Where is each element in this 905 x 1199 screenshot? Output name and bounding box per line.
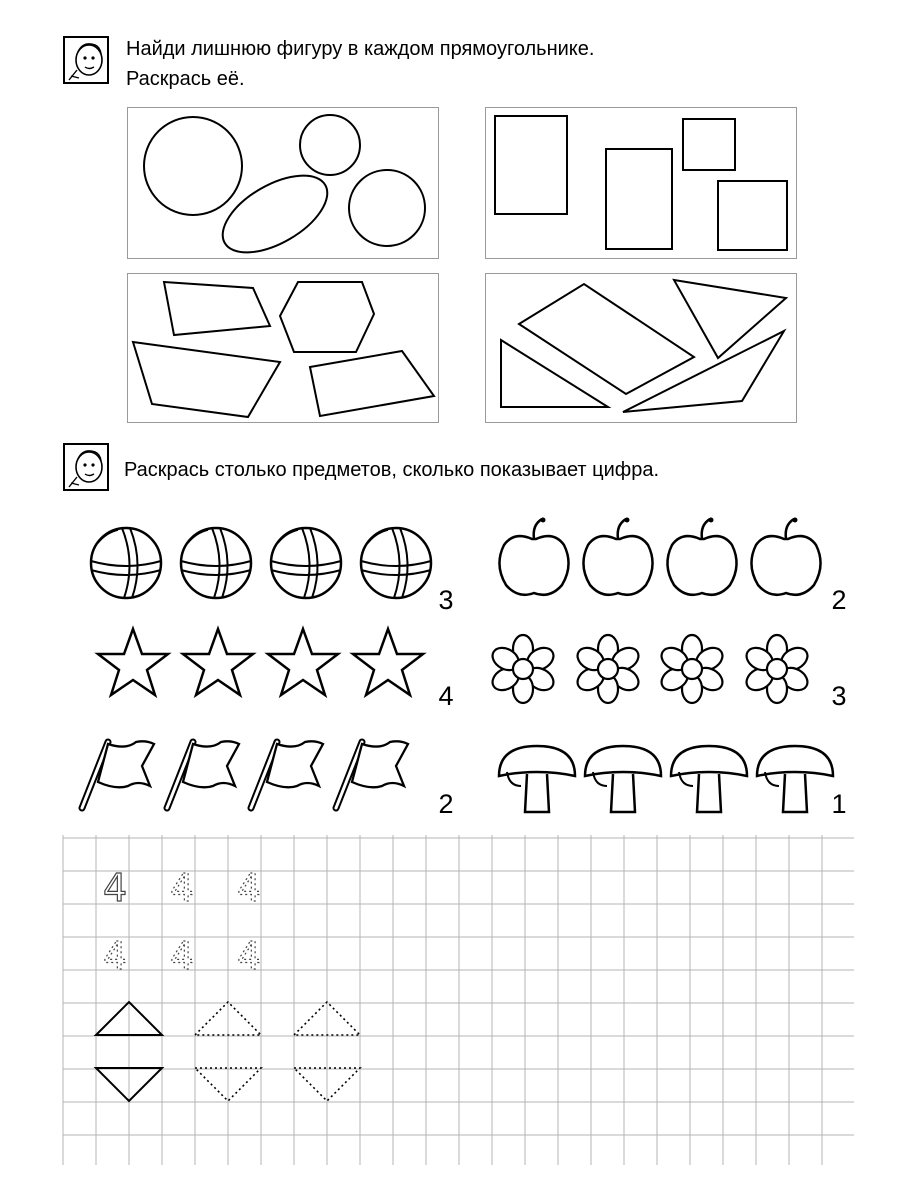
- task2-instruction: Раскрась столько предметов, сколько показывает цифра.: [124, 459, 660, 481]
- digit-trace: 4: [237, 934, 262, 978]
- count-number-apples: 2: [823, 583, 855, 617]
- digit-sample: 4: [103, 866, 128, 910]
- digit-trace: 4: [170, 866, 195, 910]
- digit-trace: 4: [237, 866, 262, 910]
- count-number-flowers: 3: [823, 679, 855, 713]
- count-number-flags: 2: [430, 787, 462, 821]
- count-number-stars: 4: [430, 679, 462, 713]
- digit-trace: 4: [170, 934, 195, 978]
- task1-instruction-line2: Раскрась её.: [126, 68, 245, 90]
- digit-trace: 4: [103, 934, 128, 978]
- task1-instruction-line1: Найди лишнюю фигуру в каждом прямоугольнике.: [126, 38, 595, 60]
- count-number-balls: 3: [430, 583, 462, 617]
- count-number-mushrooms: 1: [823, 787, 855, 821]
